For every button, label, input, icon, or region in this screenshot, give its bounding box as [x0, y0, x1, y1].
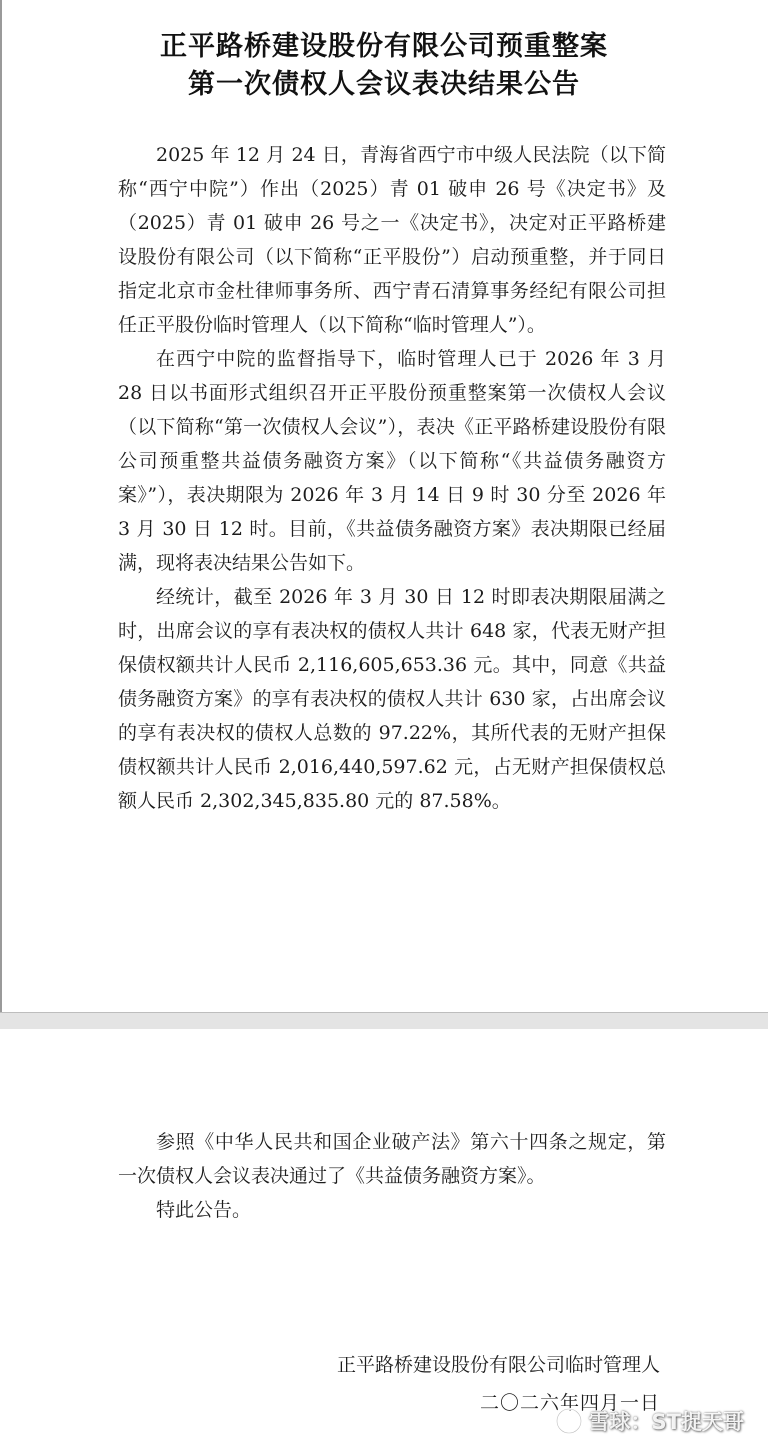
paragraph-resolution: 参照《中华人民共和国企业破产法》第六十四条之规定，第一次债权人会议表决通过了《共益债务融资方案》。: [118, 1131, 666, 1187]
signature-date: 二〇二六年四月一日: [479, 1392, 660, 1414]
snowball-logo-icon: [555, 1407, 583, 1435]
announcement-body: [118, 138, 666, 818]
announcement-conclusion: [118, 1125, 666, 1227]
paragraph-meeting-convened: 在西宁中院的监督指导下，临时管理人已于 2026 年 3 月 28 日以书面形式组织召开正平股份预重整案第一次债权人会议（以下简称“第一次债权人会议”），表决《正平路桥建设股份有限公司预重整共益债务融资方案》（以下简称“《共益债务融资方案》”），表决期限为 2026 年 3 月 14 日 9 时 30 分至 2026 年 3 月 30 日 12 时。目前，《共益债务融资方案》表决期限已经届满，现将表决结果公告如下。: [118, 348, 666, 574]
paragraph-court-decision: 2025 年 12 月 24 日，青海省西宁市中级人民法院（以下简称“西宁中院”）作出（2025）青 01 破申 26 号《决定书》及（2025）青 01 破申 26 号之一《决定书》，决定对正平路桥建设股份有限公司（以下简称“正平股份”）启动预重整，并于同日指定北京市金杜律师事务所、西宁青石清算事务经纪有限公司担任正平股份临时管理人（以下简称“临时管理人”）。: [118, 144, 666, 336]
paragraph-vote-statistics: 经统计，截至 2026 年 3 月 30 日 12 时即表决期限届满之时，出席会议的享有表决权的债权人共计 648 家，代表无财产担保债权额共计人民币 2,116,605,653.36 元。其中，同意《共益债务融资方案》的享有表决权的债权人共计 630 家，占出席会议的享有表决权的债权人总数的 97.22%，其所代表的无财产担保债权额共计人民币 2,016,440,597.62 元，占无财产担保债权总额人民币 2,302,345,835.80 元的 87.58%。: [118, 586, 666, 812]
paragraph-closing: 特此公告。: [156, 1199, 252, 1221]
page-divider: [0, 1013, 768, 1029]
watermark-text: 雪球：ST捉天哥: [588, 1410, 744, 1434]
document-title-line-2: 第一次债权人会议表决结果公告: [188, 69, 580, 100]
signature-organization: 正平路桥建设股份有限公司临时管理人: [336, 1354, 660, 1376]
watermark: [555, 1406, 744, 1436]
page-edge: [0, 0, 2, 1012]
document-title-line-1: 正平路桥建设股份有限公司预重整案: [160, 31, 608, 62]
